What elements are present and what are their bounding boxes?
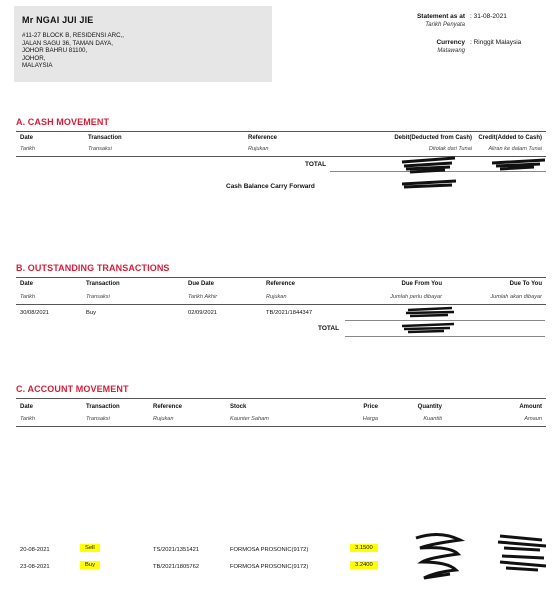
row-stock: FORMOSA PROSONIC(9172) <box>230 547 309 553</box>
row-reference: TB/2021/1844347 <box>266 310 313 316</box>
column-subheader: Ditolak dari Tunai <box>428 146 472 152</box>
column-subheader: Transaksi <box>88 146 112 152</box>
column-header: Quantity <box>417 404 442 410</box>
row-date: 30/08/2021 <box>20 310 50 316</box>
column-subheader: Tarikh <box>20 146 36 152</box>
row-transaction <box>80 545 100 551</box>
outstanding-total-label: TOTAL <box>318 325 340 332</box>
section-title-outstanding: B. OUTSTANDING TRANSACTIONS <box>16 263 170 273</box>
address-line: JOHOR, <box>22 54 46 62</box>
currency-label: Currency <box>436 39 465 46</box>
row-date: 20-08-2021 <box>20 547 50 553</box>
column-subheader: Rujukan <box>248 146 269 152</box>
column-subheader: Amaun <box>524 416 542 422</box>
statement-date-label: Statement as at <box>416 13 465 20</box>
column-subheader: Tarikh <box>20 416 36 422</box>
section-title-cash-movement: A. CASH MOVEMENT <box>16 117 110 127</box>
column-header: Stock <box>230 404 247 410</box>
divider <box>16 277 546 278</box>
column-header: Reference <box>248 135 278 141</box>
column-header: Reference <box>266 281 296 287</box>
row-reference: TB/2021/1805762 <box>153 564 200 570</box>
price-highlight: 3.2400 <box>350 561 378 569</box>
divider <box>16 426 546 427</box>
address-line: #11-27 BLOCK B, RESIDENSI ARC,, <box>22 32 125 39</box>
column-header: Due From You <box>401 281 442 287</box>
column-header: Date <box>20 404 34 410</box>
currency-sublabel: Matawang <box>437 48 465 54</box>
customer-name: Mr NGAI JUI JIE <box>22 15 94 25</box>
column-subheader: Rujukan <box>153 416 174 422</box>
column-subheader: Harga <box>362 416 378 422</box>
row-stock: FORMOSA PROSONIC(9172) <box>230 564 309 570</box>
divider <box>16 156 546 157</box>
column-subheader: Tarikh <box>20 294 36 300</box>
column-subheader: Transaksi <box>86 294 110 300</box>
column-subheader: Transaksi <box>86 416 110 422</box>
column-header: Date <box>20 281 34 287</box>
column-header: Transaction <box>86 281 120 287</box>
column-header: Transaction <box>88 135 122 141</box>
redaction-scribble <box>490 154 550 176</box>
transaction-highlight: Sell <box>80 544 100 552</box>
currency-value: : Ringgit Malaysia <box>470 39 522 46</box>
column-header: Due Date <box>188 281 215 287</box>
column-subheader: Tarikh Akhir <box>188 294 218 300</box>
row-reference: TS/2021/1351421 <box>153 547 200 553</box>
address-line: MALAYSIA <box>22 62 53 70</box>
column-subheader: Aliran ke dalam Tunai <box>488 146 542 152</box>
column-subheader: Jumlah perlu dibayar <box>390 294 442 300</box>
row-price <box>350 562 378 568</box>
column-subheader: Kuantiti <box>423 416 442 422</box>
redaction-scribble <box>494 528 552 582</box>
column-subheader: Rujukan <box>266 294 287 300</box>
column-subheader: Jumlah akan dibayar <box>490 294 542 300</box>
redaction-scribble <box>400 154 460 194</box>
column-header: Reference <box>153 404 183 410</box>
cash-carry-forward-label: Cash Balance Carry Forward <box>226 183 315 190</box>
row-transaction: Buy <box>86 310 96 316</box>
column-header: Credit(Added to Cash) <box>478 135 542 141</box>
transaction-highlight: Buy <box>80 561 100 569</box>
column-header: Due To You <box>509 281 542 287</box>
column-subheader: Kaunter Saham <box>230 416 269 422</box>
customer-address <box>22 32 124 70</box>
column-header: Amount <box>519 404 542 410</box>
divider <box>16 304 546 305</box>
row-price <box>350 545 378 551</box>
row-transaction <box>80 562 100 568</box>
redaction-scribble <box>410 528 470 588</box>
divider <box>16 131 546 132</box>
row-date: 23-08-2021 <box>20 564 50 570</box>
column-header: Date <box>20 135 34 141</box>
redaction-scribble <box>400 304 460 340</box>
price-highlight: 3.1500 <box>350 544 378 552</box>
column-header: Price <box>363 404 378 410</box>
column-header: Transaction <box>86 404 120 410</box>
statement-date-sublabel: Tarikh Penyata <box>425 22 465 28</box>
divider <box>16 398 546 399</box>
row-due-date: 02/09/2021 <box>188 310 218 316</box>
column-header: Debit(Deducted from Cash) <box>394 135 472 141</box>
section-title-account-movement: C. ACCOUNT MOVEMENT <box>16 384 129 394</box>
address-line: JOHOR BAHRU 81100, <box>22 47 88 55</box>
address-line: JALAN SAGU 36, TAMAN DAYA, <box>22 39 114 47</box>
cash-total-label: TOTAL <box>305 161 327 168</box>
statement-date-value: : 31-08-2021 <box>470 13 507 20</box>
